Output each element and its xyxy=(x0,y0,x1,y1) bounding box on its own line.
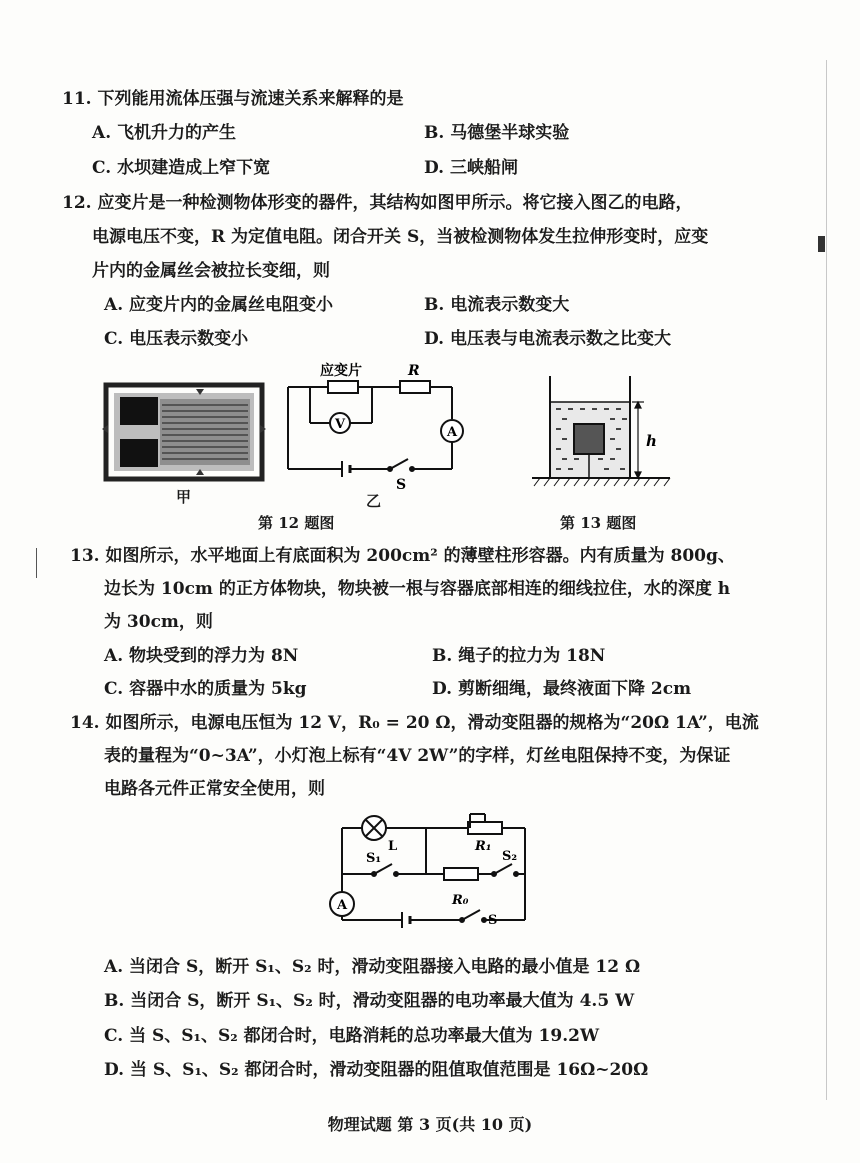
scan-margin-line xyxy=(826,60,827,1100)
figure-12-yi-label: 乙 xyxy=(366,492,382,510)
q12-option-d: D. 电压表与电流表示数之比变大 xyxy=(424,329,671,349)
ammeter-label: A xyxy=(337,898,348,913)
q14-stem-line-3: 电路各元件正常安全使用，则 xyxy=(104,779,325,799)
figure-12-jia-strain-gauge xyxy=(100,375,270,485)
q11-stem: 11. 下列能用流体压强与流速关系来解释的是 xyxy=(62,89,404,109)
figure-12-yi-circuit xyxy=(280,355,470,495)
q12-stem-line-3: 片内的金属丝会被拉长变细，则 xyxy=(92,261,330,281)
q11-option-d: D. 三峡船闸 xyxy=(424,158,518,178)
figure-13-caption: 第 13 题图 xyxy=(560,514,637,532)
q13-option-d: D. 剪断细绳，最终液面下降 2cm xyxy=(432,679,692,699)
q14-option-d: D. 当 S、S₁、S₂ 都闭合时，滑动变阻器的阻值取值范围是 16Ω~20Ω xyxy=(104,1060,649,1080)
q12-option-b: B. 电流表示数变大 xyxy=(424,295,570,315)
q14-option-b: B. 当闭合 S，断开 S₁、S₂ 时，滑动变阻器的电功率最大值为 4.5 W xyxy=(104,991,635,1011)
switch-s-label: S xyxy=(488,913,498,928)
rheostat-r1-label: R₁ xyxy=(475,839,492,854)
q13-option-a: A. 物块受到的浮力为 8N xyxy=(104,646,299,666)
q13-stem-line-2: 边长为 10cm 的正方体物块，物块被一根与容器底部相连的细线拉住，水的深度 h xyxy=(104,579,731,599)
q13-option-c: C. 容器中水的质量为 5kg xyxy=(104,679,307,699)
q12-stem-line-1: 12. 应变片是一种检测物体形变的器件，其结构如图甲所示。将它接入图乙的电路， xyxy=(62,193,693,213)
resistor-r-label: R xyxy=(408,363,420,379)
strain-gauge-label: 应变片 xyxy=(320,363,362,379)
q12-option-a: A. 应变片内的金属丝电阻变小 xyxy=(104,295,334,315)
switch-s-label: S xyxy=(396,477,407,493)
figure-12-caption: 第 12 题图 xyxy=(258,514,335,532)
q13-stem-line-3: 为 30cm，则 xyxy=(104,612,213,632)
q11-option-c: C. 水坝建造成上窄下宽 xyxy=(92,158,271,178)
figure-12-jia-label: 甲 xyxy=(176,488,192,506)
figure-14-circuit xyxy=(320,808,540,928)
lamp-l-label: L xyxy=(388,839,398,854)
scan-left-mark xyxy=(36,548,37,578)
q11-option-b: B. 马德堡半球实验 xyxy=(424,123,570,143)
voltmeter-label: V xyxy=(335,417,346,432)
q14-option-a: A. 当闭合 S，断开 S₁、S₂ 时，滑动变阻器接入电路的最小值是 12 Ω xyxy=(104,957,641,977)
q14-stem-line-1: 14. 如图所示，电源电压恒为 12 V，R₀ = 20 Ω，滑动变阻器的规格为“20Ω 1A”，电流 xyxy=(70,713,759,733)
depth-h-label: h xyxy=(646,432,657,450)
q12-option-c: C. 电压表示数变小 xyxy=(104,329,249,349)
figure-13-container xyxy=(520,372,680,492)
q11-option-a: A. 飞机升力的产生 xyxy=(92,123,237,143)
q13-stem-line-1: 13. 如图所示，水平地面上有底面积为 200cm² 的薄壁柱形容器。内有质量为 800g、 xyxy=(70,546,735,566)
ammeter-label: A xyxy=(447,425,458,440)
scan-mark xyxy=(818,236,825,252)
page-footer: 物理试题 第 3 页(共 10 页) xyxy=(327,1115,533,1134)
resistor-r0-label: R₀ xyxy=(452,893,469,908)
switch-s1-label: S₁ xyxy=(366,851,382,866)
q12-stem-line-2: 电源电压不变，R 为定值电阻。闭合开关 S，当被检测物体发生拉伸形变时，应变 xyxy=(92,227,709,247)
q14-option-c: C. 当 S、S₁、S₂ 都闭合时，电路消耗的总功率最大值为 19.2W xyxy=(104,1026,600,1046)
switch-s2-label: S₂ xyxy=(502,849,518,864)
q13-option-b: B. 绳子的拉力为 18N xyxy=(432,646,606,666)
q14-stem-line-2: 表的量程为“0~3A”，小灯泡上标有“4V 2W”的字样，灯丝电阻保持不变，为保证 xyxy=(104,746,731,766)
